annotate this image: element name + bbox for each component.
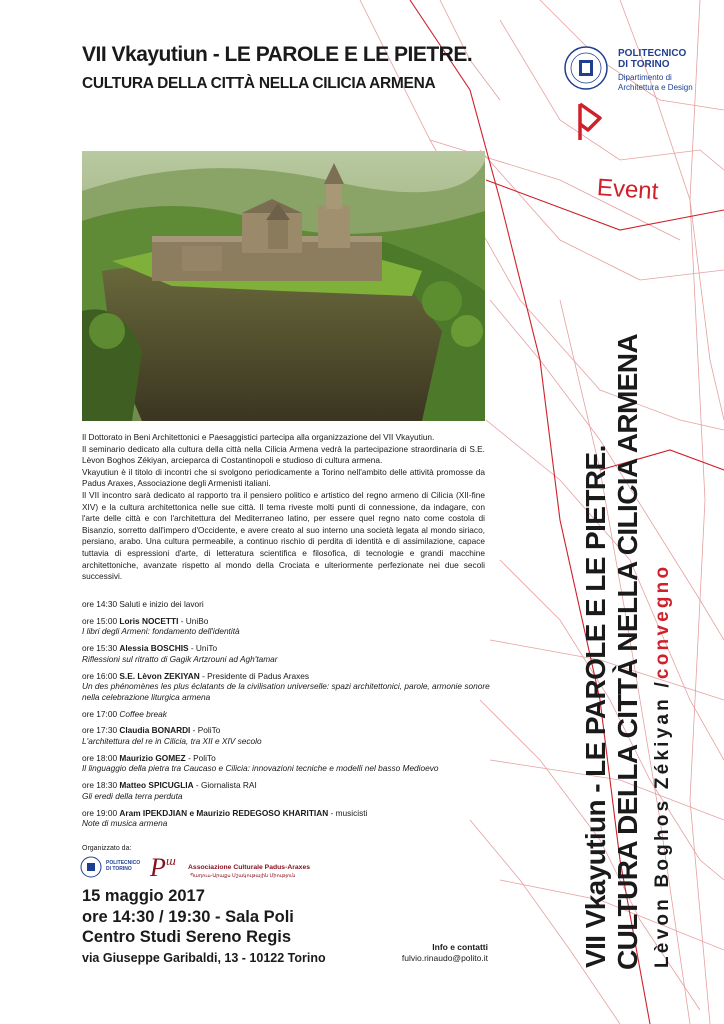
program-time: ore 15:00 [82,615,118,626]
program-topic: Gli eredi della terra perduta [82,790,183,801]
dept-line1: Dipartimento di [618,73,672,82]
program-topic: Note di musica armena [82,818,168,829]
program-item [82,808,502,829]
intro-paragraph: Il seminario dedicato alla cultura della città nella Cilicia Armena vedrà la partecipazione straordinaria di S.E. Lèvon Boghos Zékiyan, arcieparca di Costantinopoli e studioso di cultura armena. [82,443,485,466]
event-date: 15 maggio 2017 [82,887,205,905]
contact-info [380,942,488,964]
program-item [82,671,502,703]
vertical-author: Lèvon Boghos Zékiyan / [652,679,673,968]
program-topic: I libri degli Armeni: fondamento dell'identità [82,626,240,637]
polito-small-logo [80,856,140,880]
program-time: ore 17:30 [82,725,118,736]
contact-label: Info e contatti [432,942,488,952]
program-item [82,753,502,774]
vertical-event-type: convegno [652,563,673,680]
vertical-subtitle: CULTURA DELLA CITTÀ NELLA CILICIA ARMENA [612,334,643,970]
program-item [82,725,502,746]
intro-paragraph: Vkayutiun è il titolo di incontri che si svolgono periodicamente a Torino nell'ambito delle attività promosse da Padus Araxes, Associazione degli Armenisti italiani. [82,466,485,489]
program-speaker: Alessia BOSCHIS [119,643,189,654]
program-item [82,643,502,664]
program-time: ore 18:30 [82,780,118,791]
program-speaker: Maurizio GOMEZ [119,752,186,763]
event-venue: Centro Studi Sereno Regis [82,928,292,946]
vertical-title: VII Vkayutiun - LE PAROLE E LE PIETRE. [580,445,611,968]
intro-text [82,432,485,583]
program-item [82,780,502,801]
program-topic: Coffee break [119,708,167,719]
intro-paragraph: Il VII incontro sarà dedicato al rapporto tra il pensiero politico e artistico del regno armeno di Cilicia (XII-fine XIV) e la cultura architettonica nelle sue città. Il tema riveste molti punti di connessione, da indagare, con l'arte delle città e con l'architettura del Mediterraneo latino, per essere quel regno nato come costola di Bisanzio, sorretto dall'impero d'Occidente, e avere creato al suo interno una società legata al mondo siriaco, persiano, arabo. Una cultura permeabile, a continuo rischio di perdita di identità e di assimilazione, capace tuttavia di espressioni d'arte, di letteratura scientifica e filosofica, di tecnologie e grandi macchine architettoniche, avanzate rispetto al mondo della Crociata e ulteriormente perfezionate nei due secoli successivi. [82,489,485,582]
padus-araxes-mark-icon [148,852,188,880]
program-item [82,616,502,637]
polito-small-line2: DI TORINO [106,866,132,872]
program-time: ore 14:30 [82,599,118,609]
program-time: ore 18:00 [82,752,118,763]
polito-name-line2: DI TORINO [618,59,670,70]
poster-title: VII Vkayutiun - LE PAROLE E LE PIETRE. [82,43,473,66]
contact-email[interactable]: fulvio.rinaudo@polito.it [401,953,488,963]
polito-name-line1: POLITECNICO [618,48,687,59]
program-affiliation: - UniBo [178,615,209,626]
program-speaker: S.E. Lèvon ZEKIYAN [119,670,200,681]
program-affiliation: - PoliTo [190,725,221,736]
program-time: ore 15:30 [82,643,118,654]
program-list [82,599,502,835]
program-topic: Riflessioni sul ritratto di Gagik Artzrouni ad Agh'tamar [82,653,278,664]
program-affiliation: - musicisti [328,807,368,818]
intro-paragraph: Il Dottorato in Beni Architettonici e Paesaggistici partecipa alla organizzazione del VII Vkayutiun. [82,432,435,442]
program-affiliation: - PoliTo [185,752,216,763]
program-item [82,709,502,720]
poster-subtitle: CULTURA DELLA CITTÀ NELLA CILICIA ARMENA [82,75,436,92]
program-speaker: Matteo SPICUGLIA [119,780,194,791]
assoc-name: Associazione Culturale Padus-Araxes [188,864,311,871]
assoc-armenian-name: Պադուս-Արաքս Մշակութային Միություն [190,873,296,879]
monastery-photo [82,151,485,421]
program-time: ore 19:00 [82,807,118,818]
program-time: ore 16:00 [82,670,118,681]
program-speaker: Loris NOCETTI [119,615,179,626]
program-affiliation: - Giornalista RAI [193,780,257,791]
dept-line2: Architettura e Design [618,82,693,92]
program-time: ore 17:00 [82,708,118,719]
program-topic: Un des phénomènes les plus éclatants de la civilisation universelle: spazi architettonici, parole, armonie sonore nella celebrazione liturgica armena [82,681,490,702]
program-speaker: Claudia BONARDI [119,725,191,736]
program-note: Saluti e inizio dei lavori [119,599,204,609]
svg-text:P: P [150,853,166,880]
program-item [82,599,502,610]
event-address: via Giuseppe Garibaldi, 13 - 10122 Torino [82,950,326,965]
polito-small-seal-icon [80,856,102,878]
svg-text:ш: ш [166,853,176,868]
program-speaker: Aram IPEKDJIAN e Maurizio REDEGOSO KHARITIAN [119,807,329,818]
event-label: Event [596,174,660,206]
program-affiliation: - UniTo [188,643,218,654]
vertical-author-line [652,564,674,968]
organized-by-label: Organizzato da: [82,845,132,852]
padus-araxes-logo [148,852,368,880]
program-topic: L'architettura del re in Cilicia, tra XII e XIV secolo [82,736,262,747]
program-affiliation: - Presidente di Padus Araxes [199,670,310,681]
dad-red-mark-icon [570,100,610,150]
polito-logo [563,45,723,95]
event-time-place: ore 14:30 / 19:30 - Sala Poli [82,907,294,926]
event-details [82,886,326,968]
polito-small-line1: POLITECNICO [106,860,141,866]
polito-seal-icon [563,45,609,91]
program-topic: Il linguaggio della pietra tra Caucaso e Cilicia: innovazioni tecniche e modelli nel basso Medioevo [82,763,439,774]
